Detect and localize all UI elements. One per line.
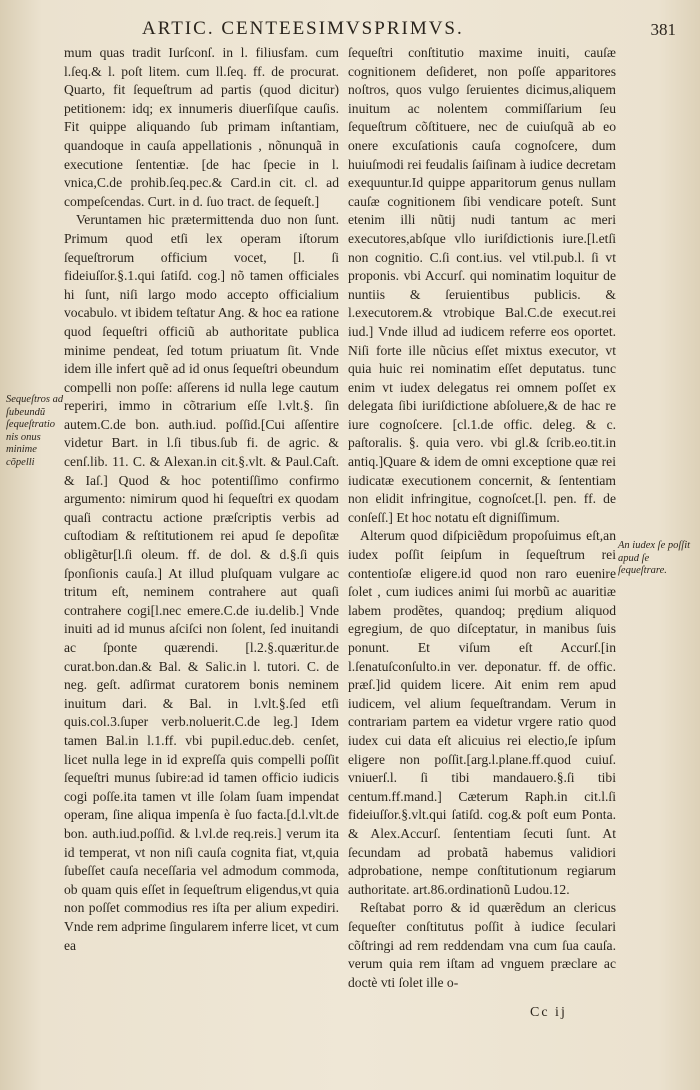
right-paragraph-1: ſequeſtri conſtitutio maxime inuiti, cauſæ cognitionem deſideret, non poſſe apparitores noſtros, quos vulgo ſeruientes dicimus,aliquem inuitum ac nolentem commiſſarium ſeu ſequeſtrum cõſtituere, nec de cuiuſquã ab eo onere excuſationis cauſa cognoſcere, dum huiuſmodi rei feudalis ſaiſinam à iudice decretam exequuntur.Id quippe apparitorum genus nullam cauſæ cognitionem ſibi vendicare poteſt. Sunt etenim illi nũtij nudi tantum ac meri executores,abſque vllo iuriſdictionis iure.[l.etſi non cognitio. C.ſi cont.ius. vel vtil.pub.l. ſi vt proponis. vbi Accurſ. qui nominatim loquitur de nuntiis & ſeruientibus publicis. & l.executorem.& vtrobique Bal.C.de execut.rei iud.] Vnde illud ad iudicem referre eos oportet. Niſi forte ille nũcius eſſet mixtus executor, vt quia huic rei nominatim eſſet deputatus. tunc enim vt iudex delegatus rei omnem poſſet ex delegata ſibi iuriſdictione abſoluere,& de hac re iure cognoſcere. [cl.1.de offic. deleg. & c. paſtoralis. §. quia vero. vbi gl.& ſcrib.eo.tit.in antiq.]Quare & idem de omni exceptione quæ rei iudicatæ executionem concernit, & ſententiam non elidit infringitue, cognoſcet.[l. pen. ff. de conſeſſ.] Et hoc notatu eſt digniſſimum.: [348, 45, 616, 525]
page-number: 381: [650, 20, 676, 39]
left-paragraph-2: Veruntamen hic prætermittenda duo non ſunt. Primum quod etſi lex operam iſtorum ſequeſtrorum officium vocet, [l. ſi fideiuſſor.§.1.qui ſatiſd. cog.] nõ tamen officiales hi ſunt, niſi largo modo accepto officialium vocabulo. vt ibidem teſtatur Ang. & hoc ea ratione quod ſequeſtri officiũ ab authoritate publica minime pendeat, ſed totum priuatum ſit. Vnde idem ille infert quẽ ad id onus ſequeſtri obeundum compelli non poſſe: aſſerens id nulla lege cautum reperiri, immo in cõtrarium eſſe l.vlt.§. ſin autem.C.de bon. auth.iud. poſſid.[Cui aſſentire videtur Bart. in l.ſi tibus.ſub fi. de agric. & cenſ.lib. 11. C. & Alexan.in cit.§.vlt. & Paul.Caſt. & Iaſ.] Quod & hoc potentiſſimo confirmo argumento: nimirum quod hi ſequeſtri ex quodam quaſi contractu actione præſcriptis verbis ad cuſtodiam & reſtitutionem rei apud ſe depoſitæ obligẽtur[l.ſi oleum. ff. de dol. & d.§.ſi quis ſponſionis cauſa.] At illud pluſquam vulgare ac tritum eſt, neminem contrahere aut quaſi contrahere cogi[l.nec emere.C.de iu.delib.] Vnde inuiti ad id munus aſciſci non ſolent, ſed inuitandi ac ſponte quærendi. [l.2.§.quæritur.de curat.bon.dan.& Bal. & Salic.in l. tutori. C. de neg. geſt. adſirmat curatorem bonis neminem inuitum dari. & Bal. in l.vlt.§.ſed etſi quis.col.3.ſuper verb.noluerit.C.de leg.] Idem tamen Bal.in l.1.ff. vbi pupil.educ.deb. cenſet, licet nulla lege in id expreſſa quis compelli poſſit ſequeſtri munus ſubire:ad id tamen officio iudicis cogi poſſe.ita tamen vt ille ſolam ſuam impendat operam, ſine aliqua impenſa è ſuo facta.[d.l.vlt.de bon. auth.iud.poſſid. & l.vl.de req.reis.] verum ita id temperat, vt non niſi cauſa cognita fiat, vt,quia ſubeſſet cauſa neceſſaria vel admodum commoda, ob quam quis eſſet in ſequeſtrum eligendus,vt quia non poſſet commodius res iſta per alium expediri. Vnde rem adprime ſingularem inferre licet, vt cum ea: [64, 212, 339, 953]
right-paragraph-3: Reſtabat porro & id quærẽdum an clericus ſequeſter conſtitutus poſſit à iudice ſeculari cõſtringi ad rem reddendam vna cum ſua cauſa. verum quia rem iſtam ad vnguem præclare ac doctè vti ſolet ille o-: [348, 900, 616, 990]
running-head: ARTIC. CENTEESIMVSPRIMVS.: [142, 18, 464, 39]
right-paragraph-2: Alterum quod diſpiciẽdum propoſuimus eſt,an iudex poſſit ſeipſum in ſequeſtrum rei contentioſæ eligere.id quod non raro euenire ſolet , cum iudices animi ſui morbũ ac auaritiæ labem prodẽtes, quandoq; prędium aliquod egregium, de quo diſceptatur, in manibus ſuis ponunt. Et viſum eſt Accurſ.[in l.ſenatuſconſulto.in ver. deponatur. ff. de offic. præſ.]id quidem licere. Ait enim rem apud iudicem, vel alium ſequeſtrandam. Verum in contrariam partem ea videtur vrgere ratio quod iudex cui data eſt alicuius rei electio,ſe ipſum eligere non poſſit.[arg.l.plane.ff.quod cuiuſ. vniuerſ.l. ſi tibi mandauero.§.ſi tibi centum.ff.mand.] Cæterum Raph.in cit.l.ſi fideiuſſor.§.vlt.qui ſatiſd. cog.& poſt eum Ponta. & Alex.Accurſ. ſententiam ſecuti ſunt. At ſecundam ad probatã habemus validiori adprobatione, nempe conſtitutionum regiarum authoritate. art.86.ordinationũ Ludou.12.: [348, 528, 616, 897]
left-paragraph-1: mum quas tradit Iurſconſ. in l. filiusfam. cum l.ſeq.& l. poſt litem. cum ll.ſeq. ff. de procurat. Quarto, fit ſequeſtrum ad partis (quod dicitur) petitionem: idq; ex innumeris diuerſiſque cauſis. Fit quippe aliquando ſub primam inſtantiam, quandoque in cauſa appellationis , nõnunquã in executione ſententiæ. [de hac ſpecie in l. vnica,C.de prohib.ſeq.pec.& Card.in cit. cl. ad compeſcendas. Curt. in d. ſuo tract. de ſequeſt.]: [64, 45, 339, 209]
signature-mark: Cc ij: [530, 1005, 567, 1020]
left-column: [64, 44, 339, 955]
page-header: [60, 18, 680, 42]
margin-note-left: Sequeſtros ad ſubeundũ ſequeſtratio nis onus minime cõpelli: [6, 394, 64, 468]
margin-note-right: An iudex ſe poſſit apud ſe ſequeſtrare.: [618, 540, 691, 577]
right-column: [348, 44, 616, 992]
